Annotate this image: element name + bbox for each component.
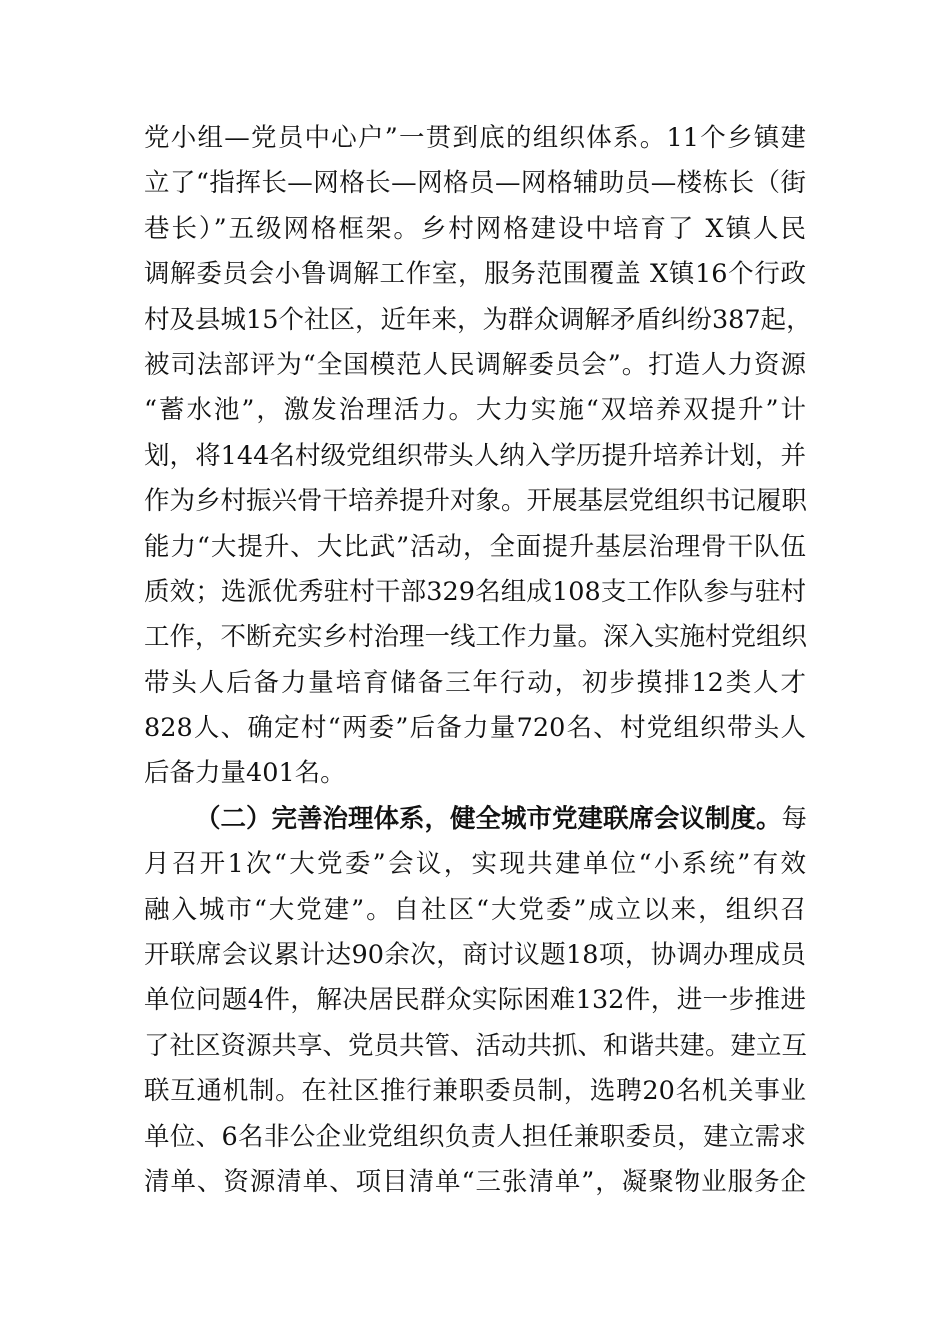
paragraph: [144, 116, 812, 797]
text-line: 单位、6名非公企业党组织负责人担任兼职委员，建立需求: [144, 1121, 806, 1152]
text-line: 村及县城15个社区，近年来，为群众调解矛盾纠纷387起，: [144, 304, 812, 335]
text-line: 质效；选派优秀驻村干部329名组成108支工作队参与驻村: [144, 576, 806, 607]
text-line: 828人、确定村“两委”后备力量720名、村党组织带头人: [144, 713, 806, 744]
section-heading-line: [144, 797, 806, 842]
text-line: 被司法部评为“全国模范人民调解委员会”。打造人力资源: [144, 349, 806, 380]
section-heading: （二）完善治理体系，健全城市党建联席会议制度。: [195, 803, 782, 834]
document-page: [144, 116, 812, 1205]
text-line: 月召开1次“大党委”会议，实现共建单位“小系统”有效: [144, 849, 806, 880]
paragraph: [144, 797, 806, 1206]
text-line: 带头人后备力量培育储备三年行动，初步摸排12类人才: [144, 667, 806, 698]
text-line: 立了“指挥长—网格长—网格员—网格辅助员—楼栋长（街: [144, 168, 806, 199]
text-line: 党小组—党员中心户”一贯到底的组织体系。11个乡镇建: [144, 123, 806, 153]
text-line: 调解委员会小鲁调解工作室，服务范围覆盖 X镇16个行政: [144, 259, 806, 290]
text-line: 工作，不断充实乡村治理一线工作力量。深入实施村党组织: [144, 622, 808, 653]
text-line: 开联席会议累计达90余次，商讨议题18项，协调办理成员: [144, 940, 806, 971]
text-line: 联互通机制。在社区推行兼职委员制，选聘20名机关事业: [144, 1076, 806, 1107]
text-line: 了社区资源共享、党员共管、活动共抓、和谐共建。建立互: [144, 1030, 808, 1061]
text-line: 单位问题4件，解决居民群众实际困难132件，进一步推进: [144, 985, 806, 1016]
text-line: 巷长）”五级网格框架。乡村网格建设中培育了 X镇人民: [144, 213, 806, 244]
text-line: 后备力量401名。: [144, 758, 346, 789]
text-line: 划，将144名村级党组织带头人纳入学历提升培养计划，并: [144, 440, 806, 471]
heading-line-rest: 每: [781, 803, 808, 834]
text-line: 作为乡村振兴骨干培养提升对象。开展基层党组织书记履职: [144, 486, 808, 517]
text-line: “蓄水池”，激发治理活力。大力实施“双培养双提升”计: [144, 395, 806, 426]
text-line: 清单、资源清单、项目清单“三张清单”，凝聚物业服务企: [144, 1166, 806, 1197]
text-line: 能力“大提升、大比武”活动，全面提升基层治理骨干队伍: [144, 531, 806, 562]
text-line: 融入城市“大党建”。自社区“大党委”成立以来，组织召: [144, 894, 806, 925]
